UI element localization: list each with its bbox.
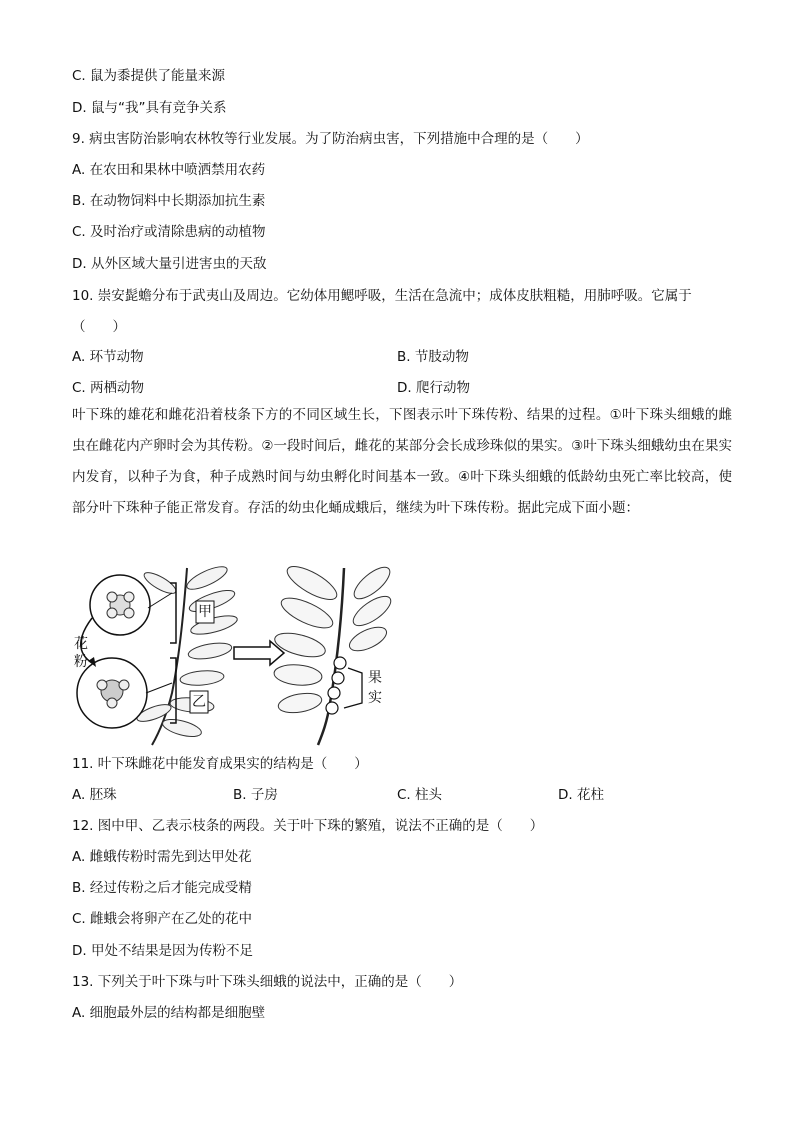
option-line: D. 从外区域大量引进害虫的天敌 bbox=[72, 256, 267, 272]
option-line: A. 雌蛾传粉时需先到达甲处花 bbox=[72, 849, 252, 865]
option-line: B. 节肢动物 bbox=[397, 349, 469, 365]
option-line: C. 两栖动物 bbox=[72, 380, 145, 396]
option-line: D. 甲处不结果是因为传粉不足 bbox=[72, 943, 253, 959]
option-line: A. 在农田和果林中喷洒禁用农药 bbox=[72, 162, 266, 178]
option-line: C. 及时治疗或清除患病的动植物 bbox=[72, 224, 266, 240]
label-huafen-2: 粉 bbox=[74, 654, 88, 670]
label-huafen-1: 花 bbox=[74, 636, 88, 652]
option-line: B. 经过传粉之后才能完成受精 bbox=[72, 880, 252, 896]
figure-drawing bbox=[72, 563, 402, 748]
question-9: 9. 病虫害防治影响农林牧等行业发展。为了防治病虫害，下列措施中合理的是（ ） bbox=[72, 131, 589, 147]
label-yi: 乙 bbox=[192, 694, 206, 710]
question-10: 10. 崇安髭蟾分布于武夷山及周边。它幼体用鳃呼吸，生活在急流中；成体皮肤粗糙，用肺呼吸。它属于 bbox=[72, 288, 692, 304]
question-13: 13. 下列关于叶下珠与叶下珠头细蛾的说法中，正确的是（ ） bbox=[72, 974, 463, 990]
option-line: D. 爬行动物 bbox=[397, 380, 470, 396]
reading-passage: 叶下珠的雄花和雌花沿着枝条下方的不同区域生长，下图表示叶下珠传粉、结果的过程。①叶下珠头细蛾的雌虫在雌花内产卵时会为其传粉。②一段时间后，雌花的某部分会长成珍珠似的果实。③叶下珠头细蛾幼虫在果实内发育，以种子为食，种子成熟时间与幼虫孵化时间基本一致。④叶下珠头细蛾的低龄幼虫死亡率比较高，使部分叶下珠种子能正常发育。存活的幼虫化蛹成蛾后，继续为叶下珠传粉。据此完成下面小题： bbox=[72, 407, 732, 516]
option-line: C. 鼠为黍提供了能量来源 bbox=[72, 68, 226, 84]
option-line: A. 胚珠 bbox=[72, 787, 117, 803]
option-line: B. 子房 bbox=[233, 787, 278, 803]
option-line: C. 柱头 bbox=[397, 787, 443, 803]
label-guoshi-1: 果 bbox=[368, 670, 382, 686]
option-line: A. 环节动物 bbox=[72, 349, 144, 365]
question-12: 12. 图中甲、乙表示枝条的两段。关于叶下珠的繁殖，说法不正确的是（ ） bbox=[72, 818, 544, 834]
question-10-paren: （ ） bbox=[72, 319, 126, 335]
question-11: 11. 叶下珠雌花中能发育成果实的结构是（ ） bbox=[72, 756, 368, 772]
option-line: C. 雌蛾会将卵产在乙处的花中 bbox=[72, 911, 253, 927]
phyllanthus-pollination-figure bbox=[72, 563, 402, 748]
label-jia: 甲 bbox=[198, 604, 212, 620]
option-line: D. 花柱 bbox=[558, 787, 604, 803]
option-line: B. 在动物饲料中长期添加抗生素 bbox=[72, 193, 266, 209]
label-guoshi-2: 实 bbox=[368, 690, 382, 706]
option-line: D. 鼠与“我”具有竞争关系 bbox=[72, 100, 227, 116]
option-line: A. 细胞最外层的结构都是细胞壁 bbox=[72, 1005, 266, 1021]
